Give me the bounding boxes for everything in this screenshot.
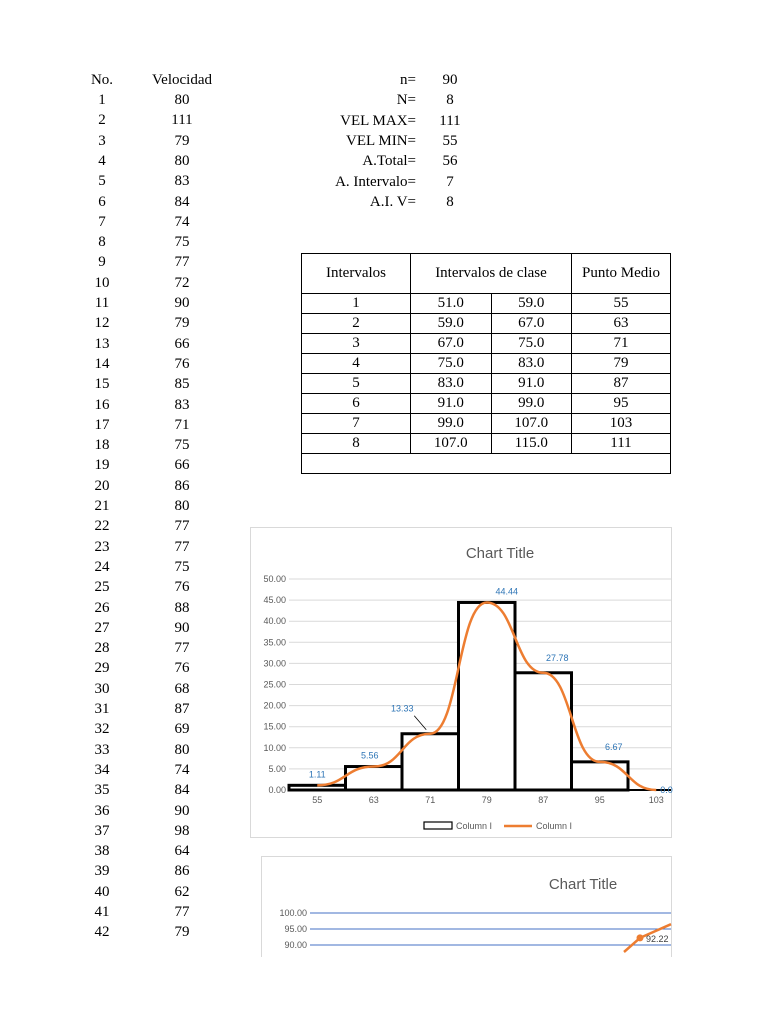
list-row-velocidad: 75 bbox=[174, 234, 190, 251]
y-tick-label: 30.00 bbox=[263, 658, 286, 669]
data-label: 44.44 bbox=[495, 586, 519, 597]
cell-interval: 4 bbox=[302, 354, 411, 374]
list-row-velocidad: 69 bbox=[174, 721, 190, 738]
list-row-velocidad: 77 bbox=[174, 254, 190, 271]
interval-row bbox=[302, 334, 671, 354]
cell-interval: 2 bbox=[302, 314, 411, 334]
list-row-velocidad: 79 bbox=[174, 315, 190, 332]
interval-row bbox=[302, 394, 671, 414]
list-row-no: 36 bbox=[94, 802, 110, 819]
x-tick-label: 95 bbox=[594, 795, 605, 805]
list-row-velocidad: 80 bbox=[174, 498, 190, 514]
list-row-no: 23 bbox=[94, 538, 110, 555]
list-row-velocidad: 76 bbox=[174, 355, 190, 372]
list-row-no: 19 bbox=[94, 457, 110, 474]
list-row-velocidad: 86 bbox=[174, 477, 190, 494]
cell-lower: 75.0 bbox=[411, 354, 492, 374]
list-row-velocidad: 71 bbox=[174, 416, 190, 433]
histogram-chart-svg bbox=[251, 528, 671, 837]
cell-lower: 99.0 bbox=[411, 414, 492, 434]
histogram-chart[interactable] bbox=[250, 527, 672, 838]
list-row-velocidad: 87 bbox=[174, 701, 190, 717]
list-row-no: 32 bbox=[94, 721, 110, 738]
list-row-no: 34 bbox=[94, 761, 110, 778]
x-tick-label: 63 bbox=[368, 795, 379, 805]
list-row-no: 41 bbox=[94, 904, 110, 920]
cell-upper: 59.0 bbox=[491, 294, 572, 314]
cell-upper: 67.0 bbox=[491, 314, 572, 334]
data-label: 1.11 bbox=[308, 769, 326, 780]
y-tick-label: 35.00 bbox=[263, 637, 286, 648]
cumulative-chart-svg bbox=[262, 857, 671, 950]
cell-interval: 8 bbox=[302, 434, 411, 454]
list-row-velocidad: 75 bbox=[174, 437, 190, 454]
cell-midpoint: 63 bbox=[572, 314, 671, 334]
list-row-no: 35 bbox=[94, 782, 110, 799]
cell-interval: 6 bbox=[302, 394, 411, 414]
cell-interval: 1 bbox=[302, 294, 411, 314]
list-row-no: 12 bbox=[94, 315, 110, 332]
list-row-velocidad: 77 bbox=[174, 640, 190, 657]
x-tick-label: 79 bbox=[481, 795, 492, 805]
cell-midpoint: 111 bbox=[572, 434, 671, 454]
list-row-no: 24 bbox=[94, 558, 110, 575]
data-label: 92.22 bbox=[646, 933, 669, 944]
cell-midpoint: 95 bbox=[572, 394, 671, 414]
data-label: 6.67 bbox=[604, 741, 623, 752]
y-tick-label: 40.00 bbox=[263, 616, 286, 627]
cell-midpoint: 103 bbox=[572, 414, 671, 434]
list-row-velocidad: 80 bbox=[174, 152, 190, 169]
cell-upper: 99.0 bbox=[491, 394, 572, 414]
list-row-velocidad: 79 bbox=[174, 132, 190, 149]
list-row-velocidad: 74 bbox=[174, 213, 190, 230]
interval-table bbox=[301, 253, 671, 474]
list-row-velocidad: 90 bbox=[174, 295, 190, 311]
cell-interval: 3 bbox=[302, 334, 411, 354]
cell-upper: 115.0 bbox=[491, 434, 572, 454]
list-row-velocidad: 77 bbox=[174, 518, 190, 535]
list-row-no: 27 bbox=[94, 619, 110, 636]
cell-midpoint: 79 bbox=[572, 354, 671, 374]
x-tick-label: 55 bbox=[312, 795, 323, 805]
list-row-velocidad: 68 bbox=[174, 680, 190, 697]
list-row-no: 10 bbox=[94, 274, 110, 291]
interval-row bbox=[302, 314, 671, 334]
summary-label: VEL MIN= bbox=[346, 132, 416, 149]
list-row-no: 15 bbox=[94, 376, 110, 393]
summary-value: 90 bbox=[442, 72, 458, 88]
list-row-no: 42 bbox=[94, 924, 110, 941]
list-row-velocidad: 76 bbox=[174, 579, 190, 596]
summary-value: 8 bbox=[446, 92, 454, 109]
list-row-velocidad: 80 bbox=[174, 741, 190, 758]
list-row-velocidad: 90 bbox=[174, 619, 190, 636]
list-row-no: 9 bbox=[98, 254, 106, 271]
x-tick-label: 71 bbox=[425, 795, 436, 805]
interval-row bbox=[302, 354, 671, 374]
list-row-no: 6 bbox=[98, 193, 106, 210]
list-row-velocidad: 62 bbox=[174, 883, 190, 900]
summary-label: A.Total= bbox=[362, 153, 416, 170]
list-row-no: 26 bbox=[94, 599, 110, 616]
list-row-velocidad: 76 bbox=[174, 660, 190, 677]
x-tick-label: 103 bbox=[648, 795, 664, 805]
y-tick-label: 50.00 bbox=[263, 574, 286, 584]
chart-title: Chart Title bbox=[548, 876, 618, 893]
legend-label-bar: Column I bbox=[456, 821, 493, 831]
list-row-velocidad: 86 bbox=[174, 863, 190, 880]
data-label: 27.78 bbox=[545, 652, 569, 663]
cell-interval: 5 bbox=[302, 374, 411, 394]
list-row-no: 30 bbox=[94, 680, 110, 697]
th-intervalos-clase: Intervalos de clase bbox=[411, 254, 572, 294]
y-tick-label: 5.00 bbox=[268, 763, 286, 774]
cell-lower: 83.0 bbox=[411, 374, 492, 394]
list-row-velocidad: 64 bbox=[174, 843, 190, 860]
cell-lower: 91.0 bbox=[411, 394, 492, 414]
list-row-no: 18 bbox=[94, 437, 110, 454]
data-label: 5.56 bbox=[360, 750, 379, 761]
cell-upper: 91.0 bbox=[491, 374, 572, 394]
summary-label: A.I. V= bbox=[369, 193, 416, 210]
list-row-no: 31 bbox=[94, 701, 110, 717]
th-intervalos: Intervalos bbox=[302, 254, 411, 294]
histogram-bar bbox=[572, 762, 629, 790]
list-row-no: 16 bbox=[94, 396, 110, 413]
list-row-no: 17 bbox=[94, 416, 110, 433]
list-row-no: 13 bbox=[94, 335, 110, 352]
list-row-velocidad: 79 bbox=[174, 924, 190, 941]
y-tick-label: 95.00 bbox=[284, 924, 307, 934]
list-row-no: 22 bbox=[94, 518, 110, 535]
list-row-velocidad: 77 bbox=[174, 904, 190, 920]
y-tick-label: 100.00 bbox=[279, 908, 307, 918]
summary-label: N= bbox=[396, 92, 416, 109]
y-tick-label: 15.00 bbox=[263, 721, 286, 732]
summary-label: n= bbox=[400, 72, 416, 88]
list-row-no: 37 bbox=[94, 822, 110, 839]
list-row-no: 2 bbox=[98, 112, 106, 129]
data-label: 13.33 bbox=[390, 703, 414, 714]
list-row-no: 4 bbox=[98, 152, 106, 169]
list-row-velocidad: 72 bbox=[174, 274, 190, 291]
list-row-velocidad: 75 bbox=[174, 558, 190, 575]
list-row-no: 21 bbox=[94, 498, 110, 514]
cell-midpoint: 87 bbox=[572, 374, 671, 394]
label-leader-line bbox=[414, 716, 426, 730]
list-row-velocidad: 84 bbox=[174, 782, 190, 799]
list-row-no: 5 bbox=[98, 173, 106, 190]
y-tick-label: 45.00 bbox=[263, 595, 286, 606]
list-row-no: 8 bbox=[98, 234, 106, 251]
list-row-no: 28 bbox=[94, 640, 110, 657]
data-label: 0.0 bbox=[660, 785, 673, 795]
y-tick-label: 90.00 bbox=[284, 940, 307, 950]
interval-row bbox=[302, 414, 671, 434]
list-row-no: 38 bbox=[94, 843, 110, 860]
empty-cell bbox=[302, 454, 671, 474]
list-row-no: 1 bbox=[98, 92, 106, 108]
list-row-no: 11 bbox=[94, 295, 110, 311]
cell-upper: 107.0 bbox=[491, 414, 572, 434]
cell-upper: 75.0 bbox=[491, 334, 572, 354]
y-tick-label: 0.00 bbox=[268, 785, 286, 795]
list-row-no: 29 bbox=[94, 660, 110, 677]
list-row-velocidad: 98 bbox=[174, 822, 190, 839]
cell-midpoint: 71 bbox=[572, 334, 671, 354]
cell-interval: 7 bbox=[302, 414, 411, 434]
x-tick-label: 87 bbox=[538, 795, 549, 805]
cell-lower: 59.0 bbox=[411, 314, 492, 334]
list-row-no: 40 bbox=[94, 883, 110, 900]
list-row-no: 3 bbox=[98, 132, 106, 149]
y-tick-label: 10.00 bbox=[263, 742, 286, 753]
legend-swatch-bar bbox=[424, 822, 452, 829]
list-row-no: 39 bbox=[94, 863, 110, 880]
summary-label: A. Intervalo= bbox=[335, 173, 416, 190]
th-punto-medio: Punto Medio bbox=[572, 254, 671, 294]
list-row-velocidad: 84 bbox=[174, 193, 190, 210]
list-row-no: 25 bbox=[94, 579, 110, 596]
interval-row bbox=[302, 294, 671, 314]
cell-upper: 83.0 bbox=[491, 354, 572, 374]
header-velocidad: Velocidad bbox=[152, 72, 212, 88]
list-row-velocidad: 77 bbox=[174, 538, 190, 555]
cell-lower: 51.0 bbox=[411, 294, 492, 314]
list-row-velocidad: 83 bbox=[174, 396, 190, 413]
cell-midpoint: 55 bbox=[572, 294, 671, 314]
header-no: No. bbox=[90, 72, 114, 88]
list-row-velocidad: 83 bbox=[174, 173, 190, 190]
list-row-velocidad: 66 bbox=[174, 335, 190, 352]
y-tick-label: 25.00 bbox=[263, 679, 286, 690]
list-row-velocidad: 80 bbox=[174, 92, 190, 108]
list-row-velocidad: 74 bbox=[174, 761, 190, 778]
interval-row-empty bbox=[302, 454, 671, 474]
interval-row bbox=[302, 434, 671, 454]
list-row-velocidad: 111 bbox=[171, 112, 193, 129]
summary-value: 7 bbox=[446, 173, 454, 190]
list-row-velocidad: 66 bbox=[174, 457, 190, 474]
summary-label: VEL MAX= bbox=[340, 112, 416, 129]
cumulative-point bbox=[637, 934, 644, 941]
summary-value: 56 bbox=[442, 153, 458, 170]
legend-label-line: Column I bbox=[536, 821, 573, 831]
y-tick-label: 20.00 bbox=[263, 700, 286, 711]
list-row-no: 33 bbox=[94, 741, 110, 758]
cumulative-chart[interactable] bbox=[261, 856, 672, 957]
list-row-no: 7 bbox=[98, 213, 106, 230]
list-row-velocidad: 90 bbox=[174, 802, 190, 819]
list-row-velocidad: 85 bbox=[174, 376, 190, 393]
cell-lower: 107.0 bbox=[411, 434, 492, 454]
cell-lower: 67.0 bbox=[411, 334, 492, 354]
list-row-no: 20 bbox=[94, 477, 110, 494]
interval-row bbox=[302, 374, 671, 394]
list-row-no: 14 bbox=[94, 355, 110, 372]
summary-value: 8 bbox=[446, 193, 454, 210]
chart-title: Chart Title bbox=[465, 545, 535, 562]
summary-value: 55 bbox=[442, 132, 458, 149]
list-row-velocidad: 88 bbox=[174, 599, 190, 616]
summary-value: 111 bbox=[439, 112, 461, 129]
